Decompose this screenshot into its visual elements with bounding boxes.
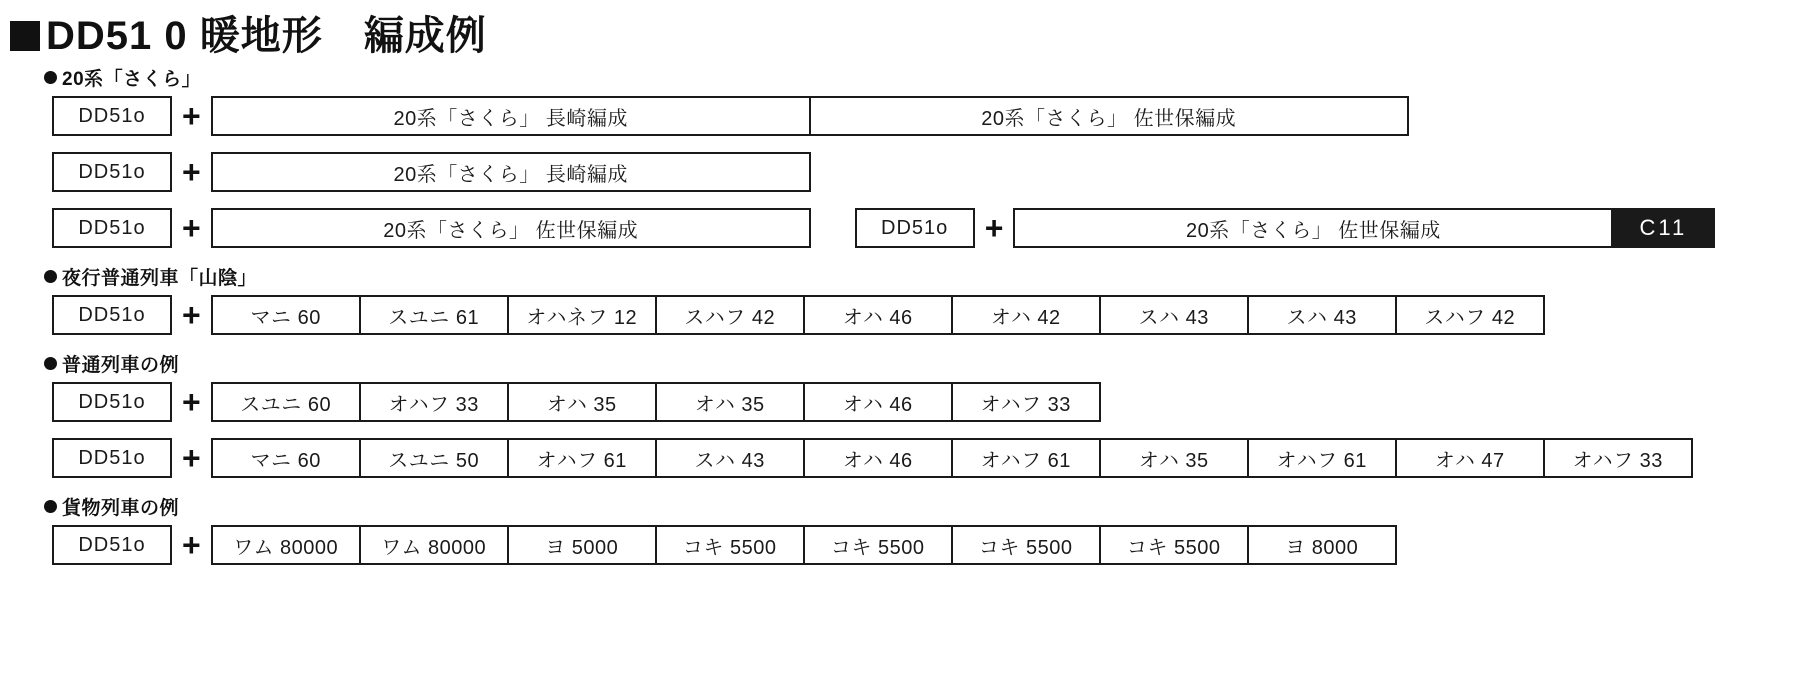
car-box[interactable]: 20系「さくら」 佐世保編成 xyxy=(211,208,811,248)
locomotive-box[interactable]: DD51o xyxy=(855,208,975,248)
car-box[interactable]: オハ 35 xyxy=(1099,438,1249,478)
plus-icon: + xyxy=(182,297,201,333)
car-box[interactable]: 20系「さくら」 長崎編成 xyxy=(211,152,811,192)
formation-group xyxy=(52,382,1101,422)
car-box[interactable]: コキ 5500 xyxy=(951,525,1101,565)
car-box[interactable]: スユニ 61 xyxy=(359,295,509,335)
bullet-icon xyxy=(44,71,57,84)
car-box[interactable]: ヨ 8000 xyxy=(1247,525,1397,565)
locomotive-box[interactable]: DD51o xyxy=(52,208,172,248)
locomotive-box[interactable]: DD51o xyxy=(52,96,172,136)
car-box[interactable]: オハフ 33 xyxy=(951,382,1101,422)
bullet-icon xyxy=(44,357,57,370)
car-box[interactable]: コキ 5500 xyxy=(803,525,953,565)
formation-group xyxy=(52,152,811,192)
car-box[interactable]: ワム 80000 xyxy=(359,525,509,565)
bullet-icon xyxy=(44,270,57,283)
train-formation-row xyxy=(52,437,1801,479)
car-list xyxy=(211,208,811,248)
car-list xyxy=(211,525,1397,565)
car-box[interactable]: スユニ 50 xyxy=(359,438,509,478)
car-box[interactable]: オハ 46 xyxy=(803,295,953,335)
car-box[interactable]: 20系「さくら」 長崎編成 xyxy=(211,96,811,136)
car-box[interactable]: マニ 60 xyxy=(211,438,361,478)
car-box[interactable]: マニ 60 xyxy=(211,295,361,335)
car-box[interactable]: スハ 43 xyxy=(655,438,805,478)
locomotive-box[interactable]: DD51o xyxy=(52,152,172,192)
car-box[interactable]: オハネフ 12 xyxy=(507,295,657,335)
car-box[interactable]: 20系「さくら」 佐世保編成 xyxy=(809,96,1409,136)
section-heading xyxy=(44,64,1801,91)
locomotive-box[interactable]: DD51o xyxy=(52,438,172,478)
car-box[interactable]: オハ 46 xyxy=(803,438,953,478)
formation-group xyxy=(52,525,1397,565)
train-formation-row xyxy=(52,381,1801,423)
train-formation-row xyxy=(52,524,1801,566)
filled-square-icon xyxy=(10,21,40,51)
locomotive-box[interactable]: DD51o xyxy=(52,295,172,335)
formation-group xyxy=(52,208,811,248)
car-box[interactable]: オハフ 61 xyxy=(1247,438,1397,478)
formation-group xyxy=(52,96,1409,136)
plus-icon: + xyxy=(182,384,201,420)
plus-icon: + xyxy=(182,527,201,563)
formation-group xyxy=(52,438,1693,478)
car-box[interactable]: スユニ 60 xyxy=(211,382,361,422)
train-formation-row xyxy=(52,294,1801,336)
plus-icon: + xyxy=(984,210,1004,246)
car-box[interactable]: ワム 80000 xyxy=(211,525,361,565)
car-list xyxy=(211,96,1409,136)
sections-container xyxy=(0,64,1801,566)
plus-icon: + xyxy=(182,98,201,134)
section-heading xyxy=(44,493,1801,520)
car-list xyxy=(211,382,1101,422)
section-heading-label: 普通列車の例 xyxy=(62,355,180,376)
car-box[interactable]: オハフ 61 xyxy=(507,438,657,478)
section-heading-label: 貨物列車の例 xyxy=(62,498,180,519)
section-heading xyxy=(44,263,1801,290)
car-box[interactable]: オハ 47 xyxy=(1395,438,1545,478)
car-box[interactable]: 20系「さくら」 佐世保編成 xyxy=(1013,208,1613,248)
car-box[interactable]: ヨ 5000 xyxy=(507,525,657,565)
plus-icon: + xyxy=(182,210,201,246)
train-formation-row xyxy=(52,151,1801,193)
train-formation-row xyxy=(52,95,1801,137)
formation-group xyxy=(855,208,1716,248)
page-title-text: DD51 0 暖地形 編成例 xyxy=(46,14,487,58)
car-list xyxy=(211,295,1545,335)
formation-group xyxy=(52,295,1545,335)
car-list xyxy=(211,152,811,192)
locomotive-box[interactable]: DD51o xyxy=(52,382,172,422)
bullet-icon xyxy=(44,500,57,513)
section-heading-label: 20系「さくら」 xyxy=(62,69,202,90)
train-formation-row xyxy=(52,207,1801,249)
car-box[interactable]: スハフ 42 xyxy=(1395,295,1545,335)
car-box[interactable]: オハフ 61 xyxy=(951,438,1101,478)
car-list xyxy=(1013,208,1715,248)
plus-icon: + xyxy=(182,154,201,190)
car-box[interactable]: オハ 46 xyxy=(803,382,953,422)
section-heading-label: 夜行普通列車「山陰」 xyxy=(62,268,258,289)
car-box[interactable]: オハ 42 xyxy=(951,295,1101,335)
car-box[interactable]: スハフ 42 xyxy=(655,295,805,335)
car-box[interactable]: オハフ 33 xyxy=(1543,438,1693,478)
car-box[interactable]: オハフ 33 xyxy=(359,382,509,422)
car-box[interactable]: コキ 5500 xyxy=(1099,525,1249,565)
page-title xyxy=(10,14,1801,58)
car-list xyxy=(211,438,1693,478)
section-heading xyxy=(44,350,1801,377)
locomotive-box[interactable]: DD51o xyxy=(52,525,172,565)
car-box[interactable]: スハ 43 xyxy=(1099,295,1249,335)
tail-car-box[interactable]: C11 xyxy=(1611,208,1715,248)
car-box[interactable]: オハ 35 xyxy=(507,382,657,422)
car-box[interactable]: オハ 35 xyxy=(655,382,805,422)
car-box[interactable]: コキ 5500 xyxy=(655,525,805,565)
plus-icon: + xyxy=(182,440,201,476)
car-box[interactable]: スハ 43 xyxy=(1247,295,1397,335)
